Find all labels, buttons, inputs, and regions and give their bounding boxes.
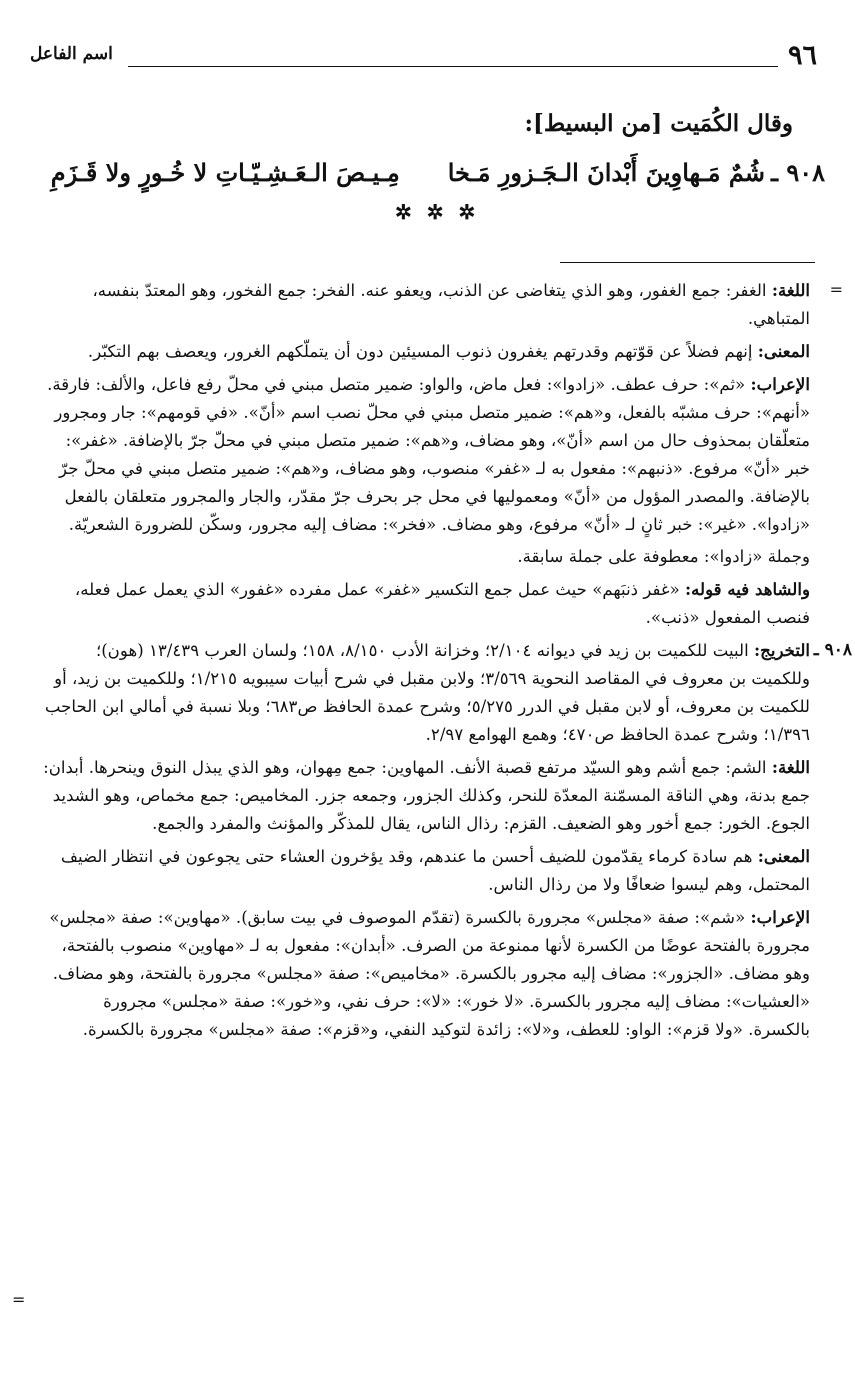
footnotes [40, 276, 852, 1048]
note-label: الإعراب: [750, 374, 810, 394]
note-language-2 [40, 753, 810, 838]
note-meaning [40, 337, 810, 366]
header-rule [128, 66, 778, 67]
note-label: والشاهد فيه قوله: [685, 579, 810, 599]
note-language [40, 276, 843, 333]
note-text: «شم»: صفة «مجلس» مجرورة بالكسرة (تقدّم الموصوف في بيت سابق). «مهاوين»: صفة «مجلس» مجرورة بالفتحة عوضًا من الكسرة لأنها ممنوعة من الصرف. «أبدان»: مفعول به لـ «مهاوين» منصوب بالفتحة، وهو مضاف. «الجزور»: مضاف إليه مجرور بالكسرة. «مخاميص»: صفة «مجلس» مجرورة بالفتحة، وهو مضاف. «العشيات»: مضاف إليه مجرور بالكسرة. «لا خور»: «لا»: حرف نفي، و«خور»: صفة «مجلس» مجرورة بالكسرة. «ولا قزم»: الواو: للعطف، و«لا»: زائدة لتوكيد النفي، و«قزم»: صفة «مجلس» مجرورة بالكسرة. [49, 908, 810, 1039]
note-label: التخريج: [754, 640, 810, 660]
note-sentence [40, 543, 810, 571]
note-sources [40, 636, 852, 749]
note-text: البيت للكميت بن زيد في ديوانه ٢/١٠٤؛ وخزانة الأدب ٨/١٥٠، ١٥٨؛ ولسان العرب ١٣/٤٣٩ (هون)؛ وللكميت بن معروف في المقاصد النحوية ٣/٥٦٩؛ ولابن مقبل في شرح أبيات سيبويه ١/٢١٥؛ وللكميت بن زيد، أو للكميت بن معروف، أو لابن مقبل في الدرر ٥/٢٧٥؛ وشرح عمدة الحافظ ص٦٨٣؛ وبلا نسبة في أمالي ابن الحاجب ١/٣٩٦؛ وشرح عمدة الحافظ ص٤٧٠؛ وهمع الهوامع ٢/٩٧. [44, 641, 810, 744]
section-separator: ✲ ✲ ✲ [395, 200, 480, 224]
footnote-continuation-mark: = [829, 280, 843, 299]
verse-number: ٩٠٨ ـ [770, 158, 825, 187]
note-text: إنهم فضلاً عن قوّتهم وقدرتهم يغفرون ذنوب المسيئين دون أن يتملّكهم الغرور، ويعصف بهم التكبّر. [87, 342, 758, 361]
note-label: اللغة: [771, 757, 810, 777]
note-text: «غفر ذنبَهم» حيث عمل جمع التكسير «غفر» عمل مفرده «غفور» الذي يعمل عمل فعله، فنصب المفعول «ذنب». [74, 580, 810, 627]
note-label: اللغة: [771, 280, 810, 300]
note-text: هم سادة كرماء يقدّمون للضيف أحسن ما عندهم، وقد يؤخرون العشاء حتى يجوعون في انتظار الضيف المحتمل، وهم ليسوا ضعافًا ولا من رذال الناس. [60, 847, 810, 894]
note-text: الشم: جمع أشم وهو السيّد مرتفع قصبة الأنف. المهاوين: جمع مِهوان، وهو الذي يبذل النوق وينحرها. أبدان: جمع بدنة، وهي الناقة المسمّنة المعدّة للنحر، وكذلك الجزور، وجمعه جزر. المخاميص: جمع مخماص، وهو الشديد الجوع. الخور: جمع أخور وهو الضعيف. القزم: رذال الناس، يقال للمذكّر والمؤنث والمفرد والجمع. [43, 758, 810, 833]
note-text: الغفر: جمع الغفور، وهو الذي يتغاضى عن الذنب، ويعفو عنه. الفخر: جمع الفخور، وهو المعتدّ بنفسه، المتباهي. [92, 281, 810, 328]
page-side-mark: = [12, 1290, 26, 1309]
note-text: «ثم»: حرف عطف. «زادوا»: فعل ماض، والواو: ضمير متصل مبني في محلّ رفع فاعل، والألف: فارقة. «أنهم»: حرف مشبّه بالفعل، و«هم»: ضمير متصل مبني في محلّ نصب اسم «أنّ». «في قومهم»: جار ومجرور متعلّقان بمحذوف حال من اسم «أنّ»، وهو مضاف، و«هم»: ضمير متصل مبني في محلّ جرّ بالإضافة. «غفر»: خبر «أنّ» مرفوع. «ذنبهم»: مفعول به لـ «غفر» منصوب، وهو مضاف، و«هم»: ضمير متصل مبني في محلّ جرّ بالإضافة. والمصدر المؤول من «أنّ» ومعموليها في محل جر بحرف جرّ مقدّر، والجار والمجرور متعلقان بالفعل «زادوا». «غير»: خبر ثانٍ لـ «أنّ» مرفوع، وهو مضاف. «فخر»: مضاف إليه مجرور، وسكّن للضرورة الشعريّة. [47, 375, 810, 534]
verse-line [25, 158, 825, 187]
intro-line: وقال الكُمَيت [من البسيط]: [524, 110, 793, 137]
chapter-title: اسم الفاعل [30, 44, 113, 64]
note-parsing [40, 370, 810, 539]
footnote-rule [560, 262, 815, 263]
verse-hemistich-second: مِـيـصَ الـعَـشِـيّـاتِ لا خُـورٍ ولا قَـزَمِ [50, 158, 400, 187]
footnote-number: ٩٠٨ ـ [813, 640, 852, 660]
note-meaning-2 [40, 842, 810, 899]
page-number: ٩٦ [787, 40, 817, 71]
note-evidence [40, 575, 810, 632]
note-label: المعنى: [757, 341, 810, 361]
note-parsing-2 [40, 903, 810, 1044]
note-text: وجملة «زادوا»: معطوفة على جملة سابقة. [517, 547, 810, 566]
note-label: المعنى: [757, 846, 810, 866]
note-label: الإعراب: [750, 907, 810, 927]
verse-hemistich-first: شُمٌ مَـهاوِينَ أَبْدانَ الـجَـزورِ مَـخا [447, 158, 765, 187]
